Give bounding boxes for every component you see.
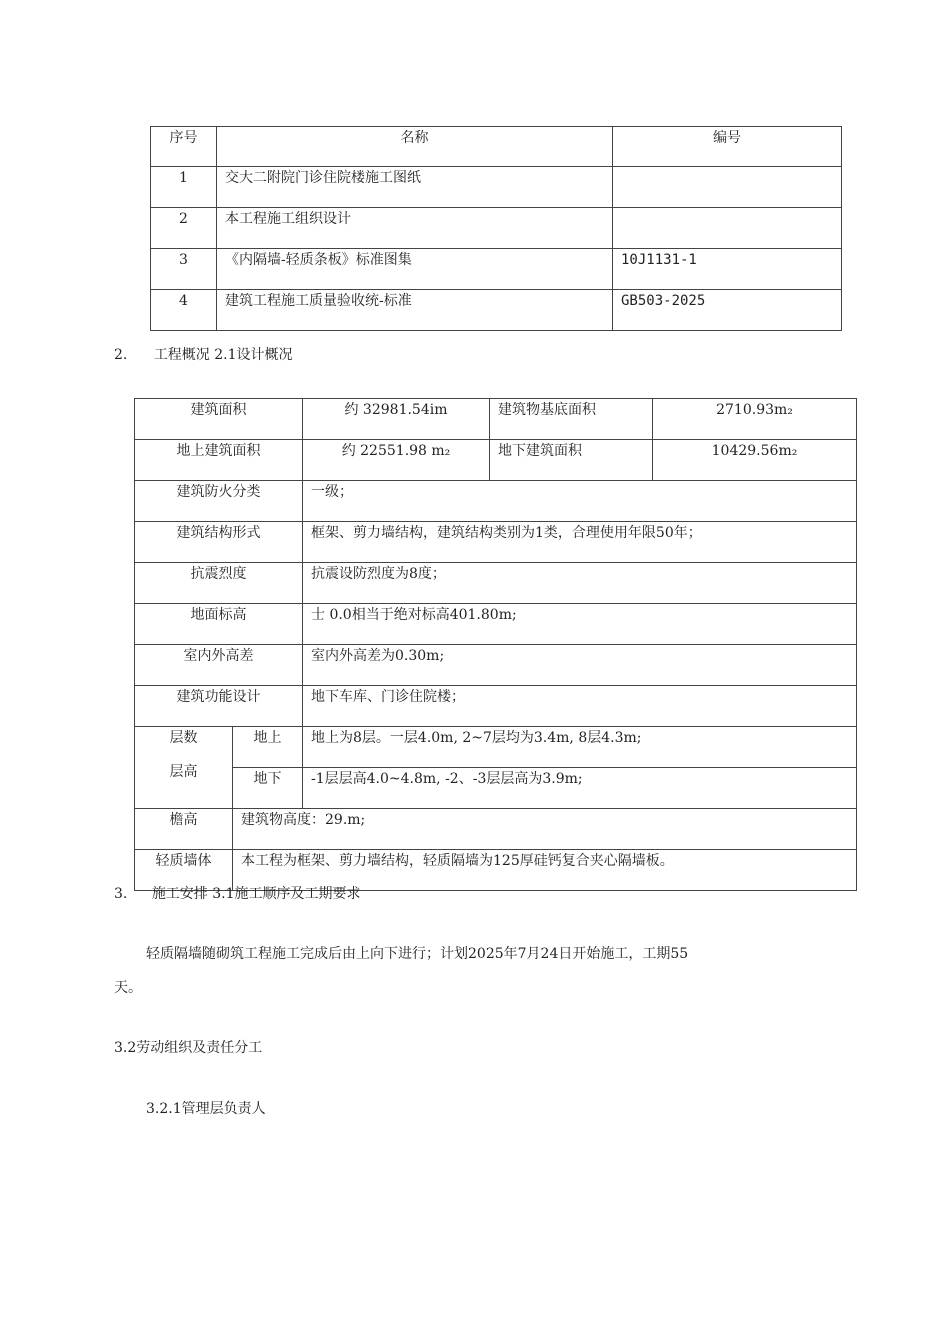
row-code: [613, 208, 842, 249]
paragraph-line-1: 轻质隔墙随砌筑工程施工完成后由上向下进行；计划2025年7月24日开始施工，工期55: [146, 946, 689, 962]
section-3-number: 3.: [114, 886, 128, 902]
table-row: [135, 481, 857, 522]
table-row: [135, 768, 857, 809]
heading-3-2: 3.2劳动组织及责任分工: [114, 1040, 263, 1056]
table-row: [135, 563, 857, 604]
area-label: 建筑面积: [135, 399, 303, 440]
function-label: 建筑功能设计: [135, 686, 303, 727]
row-name: 《内隔墙-轻质条板》标准图集: [217, 249, 613, 290]
table-row: [151, 290, 842, 331]
fire-class-label: 建筑防火分类: [135, 481, 303, 522]
table-row: [151, 167, 842, 208]
section-2-number: 2.: [114, 347, 128, 363]
row-name: 交大二附院门诊住院楼施工图纸: [217, 167, 613, 208]
above-area-value: 约 22551.98 m₂: [303, 440, 490, 481]
function-value: 地下车库、门诊住院楼；: [303, 686, 857, 727]
below-ground-sublabel: 地下: [233, 768, 303, 809]
base-area-label: 建筑物基底面积: [490, 399, 653, 440]
table-row: [135, 440, 857, 481]
row-name: 本工程施工组织设计: [217, 208, 613, 249]
heading-3-2-1: 3.2.1管理层负责人: [146, 1101, 266, 1117]
above-ground-floors: 地上为8层。一层4.0m, 2~7层均为3.4m, 8层4.3m;: [303, 727, 857, 768]
below-area-label: 地下建筑面积: [490, 440, 653, 481]
row-code: [613, 167, 842, 208]
below-ground-floors: -1层层高4.0~4.8m, -2、-3层层高为3.9m;: [303, 768, 857, 809]
table-row: [135, 686, 857, 727]
base-area-value: 2710.93m₂: [653, 399, 857, 440]
table-row: [135, 522, 857, 563]
fire-class-value: 一级；: [303, 481, 857, 522]
row-no: 1: [151, 167, 217, 208]
row-no: 3: [151, 249, 217, 290]
section-2-title: 工程概况 2.1设计概况: [153, 347, 293, 363]
floors-label: [135, 727, 233, 809]
table-row: [151, 249, 842, 290]
header-no: 序号: [151, 127, 217, 167]
structure-label: 建筑结构形式: [135, 522, 303, 563]
design-overview-table: [134, 398, 857, 891]
row-code: GB503-2025: [613, 290, 842, 331]
header-name: 名称: [217, 127, 613, 167]
eaves-value: 建筑物高度：29.m;: [233, 809, 857, 850]
table-row: [135, 645, 857, 686]
reference-table: [150, 126, 842, 331]
height-diff-value: 室内外高差为0.30m;: [303, 645, 857, 686]
seismic-value: 抗震设防烈度为8度；: [303, 563, 857, 604]
structure-value: 框架、剪力墙结构，建筑结构类别为1类，合理使用年限50年；: [303, 522, 857, 563]
ground-elevation-value: 士 0.0相当于绝对标高401.80m;: [303, 604, 857, 645]
height-diff-label: 室内外高差: [135, 645, 303, 686]
header-code: 编号: [613, 127, 842, 167]
seismic-label: 抗震烈度: [135, 563, 303, 604]
light-wall-label: 轻质墙体: [135, 850, 233, 891]
table-row: [151, 208, 842, 249]
section-2-heading: [114, 344, 293, 364]
row-no: 2: [151, 208, 217, 249]
table-row: [135, 399, 857, 440]
area-value: 约 32981.54im: [303, 399, 490, 440]
below-area-value: 10429.56m₂: [653, 440, 857, 481]
row-code: 10J1131-1: [613, 249, 842, 290]
table-row: [135, 604, 857, 645]
ground-elevation-label: 地面标高: [135, 604, 303, 645]
paragraph-line-2: 天。: [114, 980, 142, 996]
above-ground-sublabel: 地上: [233, 727, 303, 768]
eaves-label: 檐高: [135, 809, 233, 850]
section-3-heading: [114, 883, 361, 903]
table-row: [135, 809, 857, 850]
light-wall-value: 本工程为框架、剪力墙结构，轻质隔墙为125厚硅钙复合夹心隔墙板。: [233, 850, 857, 891]
section-3-title: 施工安排 3.1施工顺序及工期要求: [151, 886, 361, 902]
floors-label-count: 层数: [169, 730, 198, 746]
row-name: 建筑工程施工质量验收统-标准: [217, 290, 613, 331]
table-row: [135, 727, 857, 768]
table-header-row: [151, 127, 842, 167]
above-area-label: 地上建筑面积: [135, 440, 303, 481]
floors-label-height: 层高: [169, 764, 198, 780]
row-no: 4: [151, 290, 217, 331]
